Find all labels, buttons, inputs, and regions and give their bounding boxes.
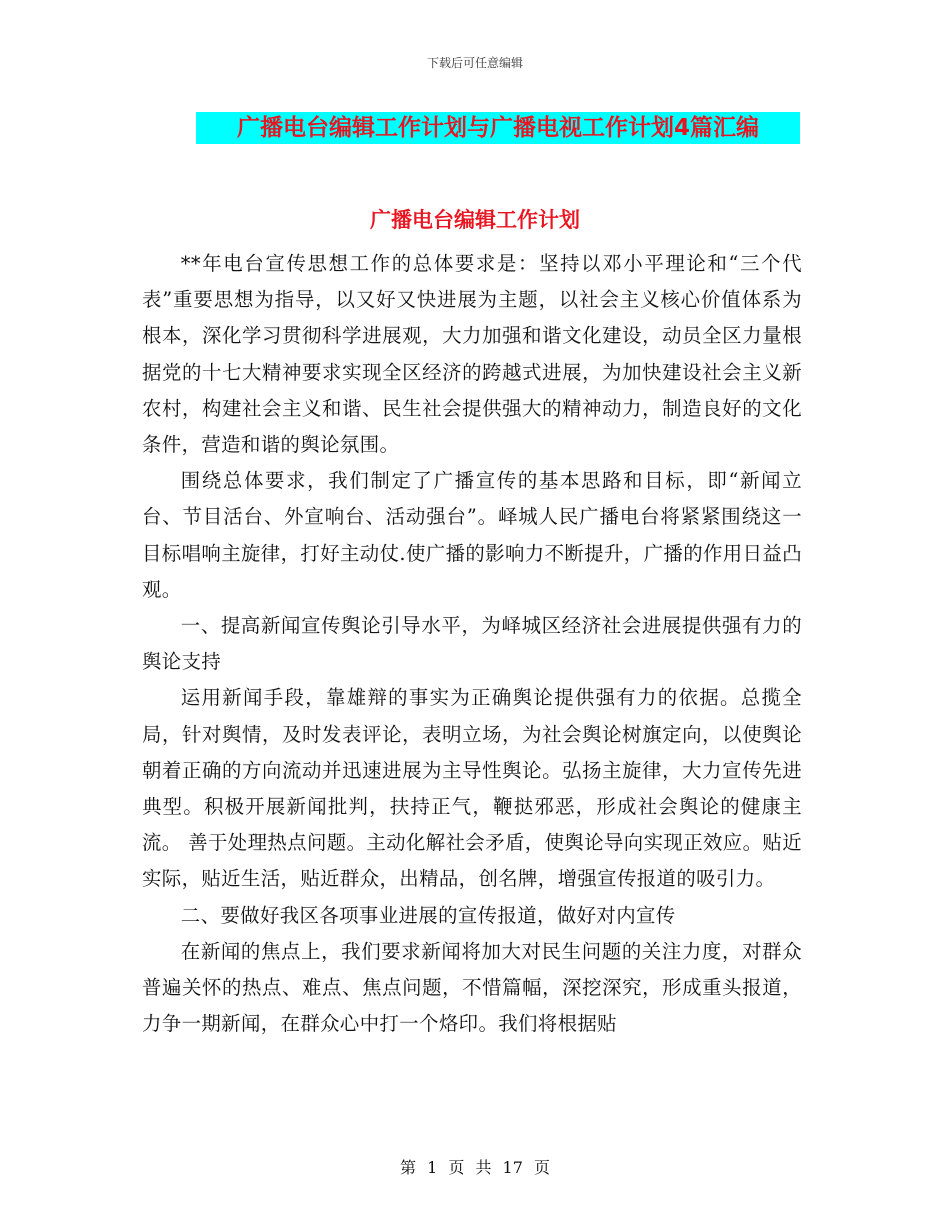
document-body — [142, 246, 802, 1042]
paragraph-heading: 二、要做好我区各项事业进展的宣传报道，做好对内宣传 — [180, 903, 676, 927]
header-note: 下载后可任意编辑 — [426, 56, 523, 70]
section-title: 广播电台编辑工作计划 — [370, 208, 580, 232]
paragraph: 在新闻的焦点上，我们要求新闻将加大对民生问题的关注力度，对群众普遍关怀的热点、难点、焦点问题，不惜篇幅，深挖深究，形成重头报道，力争一期新闻，在群众心中打一个烙印。我们将根据贴 — [142, 939, 802, 1036]
paragraph: 围绕总体要求，我们制定了广播宣传的基本思路和目标，即“新闻立台、节目活台、外宣响台、活动强台”。峄城人民广播电台将紧紧围绕这一目标唱响主旋律，打好主动仗.使广播的影响力不断提升，广播的作用日益凸观。 — [142, 469, 802, 601]
paragraph-heading: 一、提高新闻宣传舆论引导水平，为峄城区经济社会进展提供强有力的舆论支持 — [142, 614, 802, 674]
document-main-title: 广播电台编辑工作计划与广播电视工作计划4篇汇编 — [196, 112, 800, 144]
page-number: 第 1 页 共 17 页 — [400, 1158, 550, 1177]
paragraph: 运用新闻手段，靠雄辩的事实为正确舆论提供强有力的依据。总揽全局，针对舆情，及时发表评论，表明立场，为社会舆论树旗定向，以使舆论朝着正确的方向流动并迅速进展为主导性舆论。弘扬主旋律，大力宣传先进典型。积极开展新闻批判，扶持正气，鞭挞邪恶，形成社会舆论的健康主流。 善于处理热点问题。主动化解社会矛盾，使舆论导向实现正效应。贴近实际，贴近生活，贴近群众，出精品，创名牌，增强宣传报道的吸引力。 — [142, 686, 802, 891]
paragraph: **年电台宣传思想工作的总体要求是：坚持以邓小平理论和“三个代表”重要思想为指导，以又好又快进展为主题，以社会主义核心价值体系为根本，深化学习贯彻科学进展观，大力加强和谐文化建设，动员全区力量根据党的十七大精神要求实现全区经济的跨越式进展，为加快建设社会主义新农村，构建社会主义和谐、民生社会提供强大的精神动力，制造良好的文化条件，营造和谐的舆论氛围。 — [142, 252, 802, 457]
